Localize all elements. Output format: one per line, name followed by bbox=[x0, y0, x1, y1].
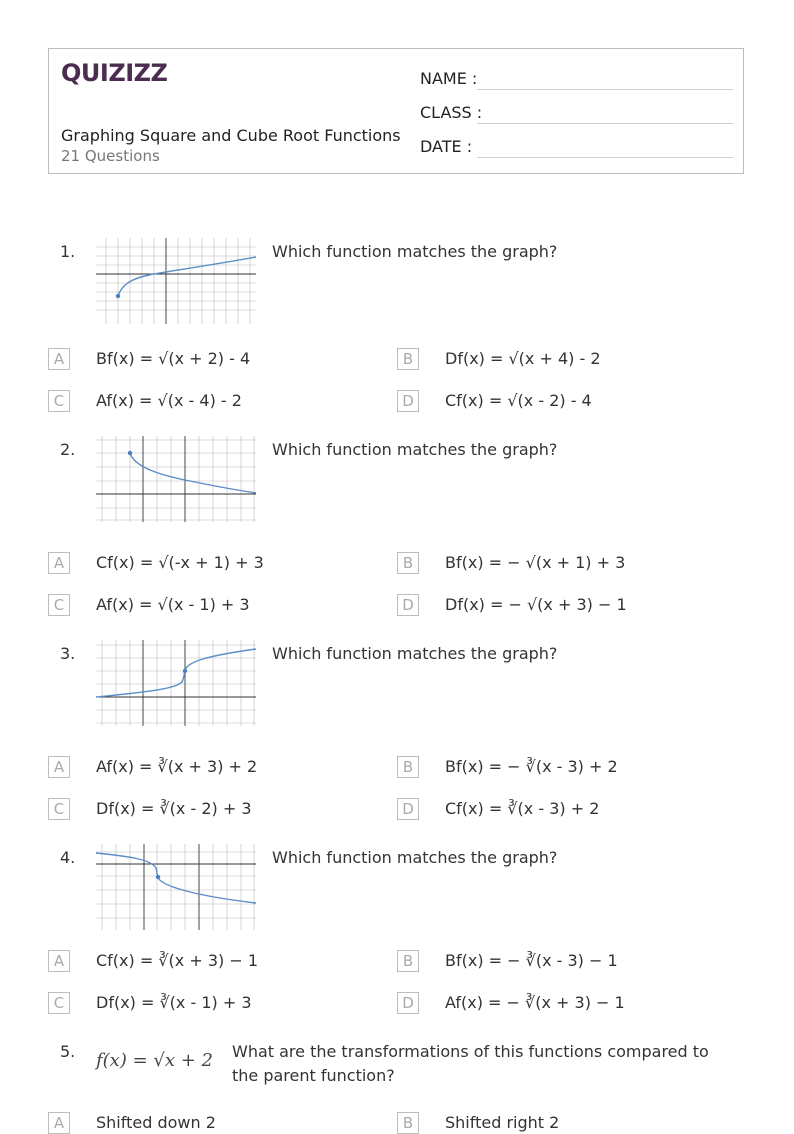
name-field[interactable] bbox=[477, 89, 733, 90]
option-b-letter[interactable]: B bbox=[397, 348, 419, 370]
option-d-letter[interactable]: D bbox=[397, 390, 419, 412]
question-text: Which function matches the graph? bbox=[272, 848, 558, 867]
name-label: NAME : bbox=[420, 69, 478, 88]
option-b-text[interactable]: Shifted right 2 bbox=[445, 1113, 560, 1132]
option-a-text[interactable]: Bf(x) = √(x + 2) - 4 bbox=[96, 349, 251, 368]
question-text: What are the transformations of this functions compared to the parent function? bbox=[232, 1042, 709, 1085]
option-c-text[interactable]: Df(x) = ∛(x - 2) + 3 bbox=[96, 799, 252, 818]
class-field[interactable] bbox=[477, 123, 733, 124]
option-d-letter[interactable]: D bbox=[397, 594, 419, 616]
question-4-graph bbox=[96, 844, 256, 930]
option-c-letter[interactable]: C bbox=[48, 594, 70, 616]
option-a-text[interactable]: Cf(x) = ∛(x + 3) − 1 bbox=[96, 951, 258, 970]
date-label: DATE : bbox=[420, 137, 473, 156]
question-number: 4. bbox=[60, 848, 76, 867]
option-d-text[interactable]: Df(x) = − √(x + 3) − 1 bbox=[445, 595, 627, 614]
question-number: 3. bbox=[60, 644, 76, 663]
option-b-text[interactable]: Bf(x) = − √(x + 1) + 3 bbox=[445, 553, 626, 572]
option-b-letter[interactable]: B bbox=[397, 552, 419, 574]
option-b-text[interactable]: Bf(x) = − ∛(x - 3) − 1 bbox=[445, 951, 618, 970]
question-1-graph bbox=[96, 238, 256, 324]
question-number: 2. bbox=[60, 440, 76, 459]
option-a-text[interactable]: Af(x) = ∛(x + 3) + 2 bbox=[96, 757, 258, 776]
option-a-letter[interactable]: A bbox=[48, 552, 70, 574]
option-c-text[interactable]: Af(x) = √(x - 1) + 3 bbox=[96, 595, 250, 614]
option-a-text[interactable]: Cf(x) = √(-x + 1) + 3 bbox=[96, 553, 264, 572]
question-text: Which function matches the graph? bbox=[272, 242, 558, 261]
date-field[interactable] bbox=[477, 157, 733, 158]
option-d-letter[interactable]: D bbox=[397, 798, 419, 820]
option-d-letter[interactable]: D bbox=[397, 992, 419, 1014]
question-number: 5. bbox=[60, 1042, 76, 1061]
question-2-graph bbox=[96, 436, 256, 522]
option-c-letter[interactable]: C bbox=[48, 390, 70, 412]
option-c-letter[interactable]: C bbox=[48, 992, 70, 1014]
option-b-text[interactable]: Bf(x) = − ∛(x - 3) + 2 bbox=[445, 757, 618, 776]
option-b-letter[interactable]: B bbox=[397, 1112, 419, 1134]
question-text: Which function matches the graph? bbox=[272, 440, 558, 459]
option-a-letter[interactable]: A bbox=[48, 348, 70, 370]
option-b-letter[interactable]: B bbox=[397, 756, 419, 778]
option-a-letter[interactable]: A bbox=[48, 1112, 70, 1134]
option-d-text[interactable]: Af(x) = − ∛(x + 3) − 1 bbox=[445, 993, 625, 1012]
option-c-text[interactable]: Df(x) = ∛(x - 1) + 3 bbox=[96, 993, 252, 1012]
class-label: CLASS : bbox=[420, 103, 483, 122]
question-number: 1. bbox=[60, 242, 76, 261]
option-b-text[interactable]: Df(x) = √(x + 4) - 2 bbox=[445, 349, 601, 368]
option-a-letter[interactable]: A bbox=[48, 756, 70, 778]
option-c-letter[interactable]: C bbox=[48, 798, 70, 820]
worksheet-title: Graphing Square and Cube Root Functions bbox=[61, 126, 401, 145]
question-3-graph bbox=[96, 640, 256, 726]
option-a-text[interactable]: Shifted down 2 bbox=[96, 1113, 216, 1132]
option-a-letter[interactable]: A bbox=[48, 950, 70, 972]
question-formula: f(x) = √x + 2 bbox=[96, 1050, 213, 1071]
question-count: 21 Questions bbox=[61, 147, 160, 165]
option-b-letter[interactable]: B bbox=[397, 950, 419, 972]
worksheet-header bbox=[48, 48, 744, 174]
quizizz-logo: QUIZIZZ bbox=[61, 59, 168, 87]
option-d-text[interactable]: Cf(x) = ∛(x - 3) + 2 bbox=[445, 799, 600, 818]
option-c-text[interactable]: Af(x) = √(x - 4) - 2 bbox=[96, 391, 242, 410]
question-text: Which function matches the graph? bbox=[272, 644, 558, 663]
option-d-text[interactable]: Cf(x) = √(x - 2) - 4 bbox=[445, 391, 592, 410]
